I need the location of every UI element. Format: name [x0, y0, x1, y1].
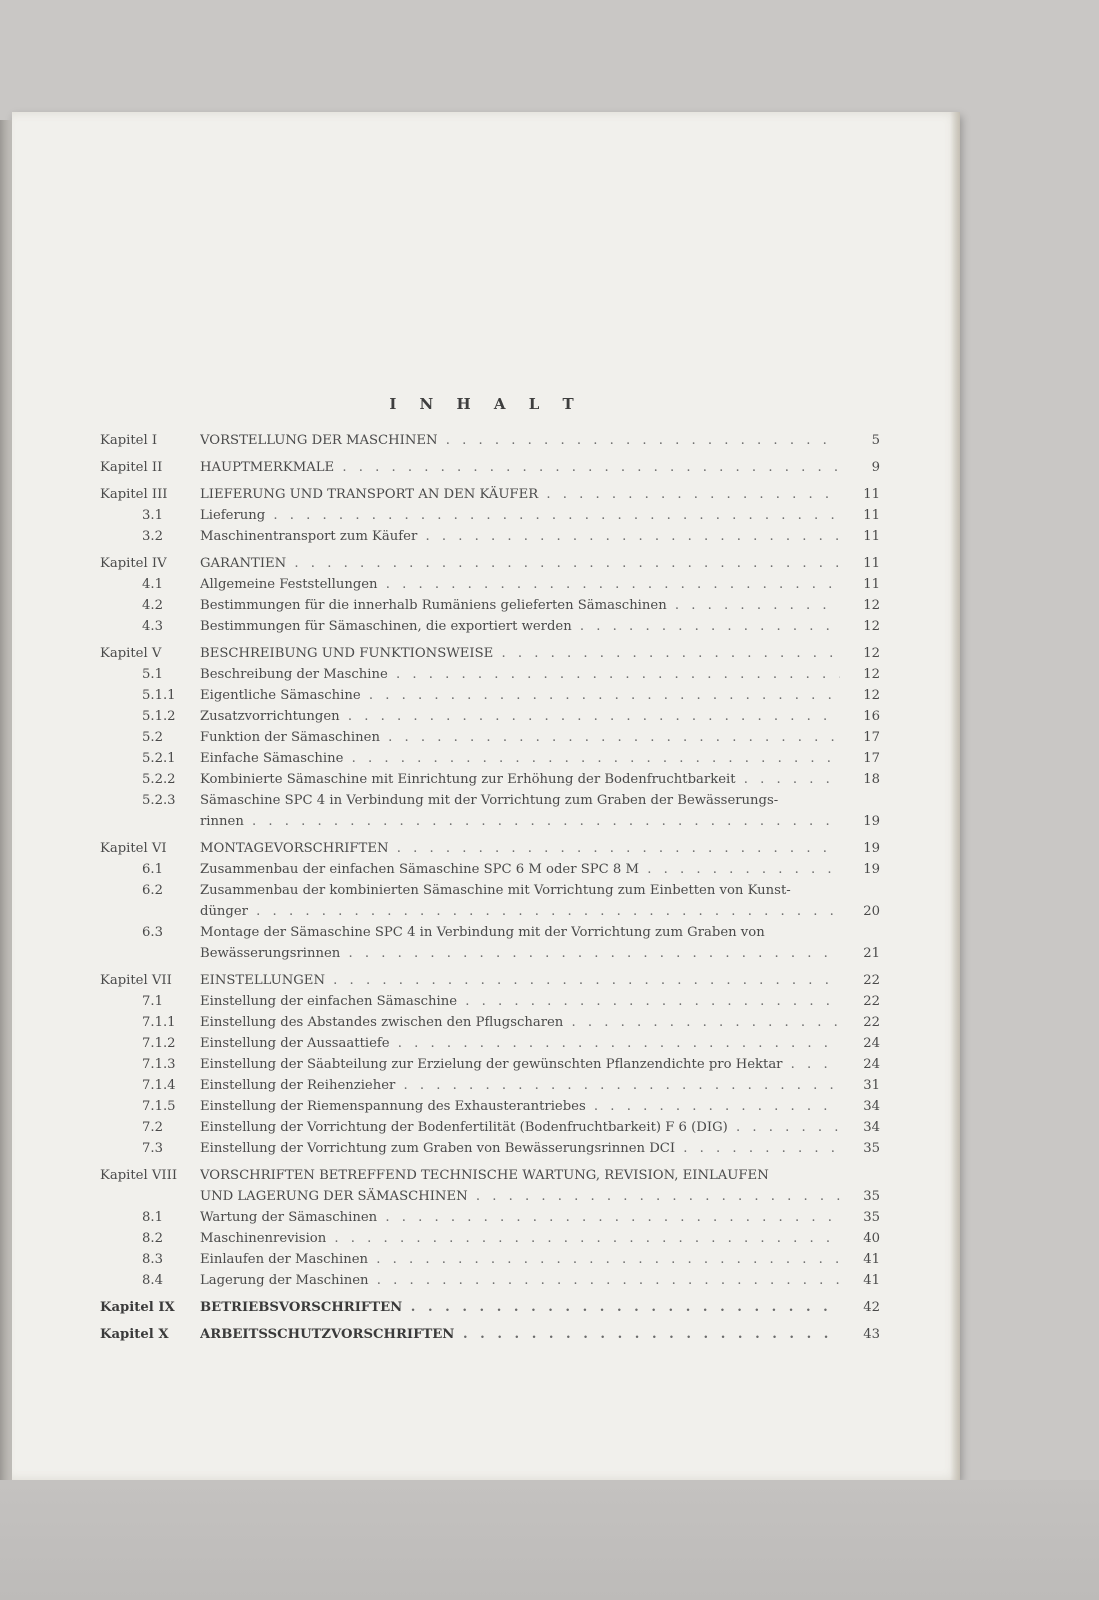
- toc-entry-title: [200, 880, 840, 922]
- toc-entry-number: 6.1: [142, 862, 163, 877]
- toc-entry-page-number: 34: [863, 1120, 880, 1135]
- toc-entry-page-number: 12: [863, 667, 880, 682]
- toc-entry-page-number: 11: [863, 556, 880, 571]
- toc-entry-number: 3.2: [142, 529, 163, 544]
- toc-entry-title: Funktion der Sämaschinen . . .: [200, 727, 840, 748]
- toc-entry-page-number: 22: [863, 994, 880, 1009]
- toc-section-entry: [100, 1033, 880, 1054]
- toc-chapter-entry: [100, 457, 880, 478]
- toc-entry-page-number: 12: [863, 619, 880, 634]
- toc-chapter-entry: [100, 1324, 880, 1345]
- toc-entry-number: Kapitel IX: [100, 1300, 175, 1315]
- background-surface: [0, 1480, 1099, 1600]
- toc-section-entry: [100, 1075, 880, 1096]
- toc-entry-number: 6.2: [142, 883, 163, 898]
- toc-entry-title: ARBEITSSCHUTZVORSCHRIFTEN . . .: [200, 1324, 840, 1345]
- toc-section-entry: [100, 616, 880, 637]
- toc-entry-page-number: 5: [871, 433, 880, 448]
- toc-section-entry: [100, 685, 880, 706]
- toc-entry-title: Einfache Sämaschine . . .: [200, 748, 840, 769]
- toc-entry-number: 3.1: [142, 508, 163, 523]
- toc-entry-title: Einstellung der Riemenspannung des Exhausterantriebes . . .: [200, 1096, 840, 1117]
- toc-section-entry: [100, 1270, 880, 1291]
- toc-entry-title: MONTAGEVORSCHRIFTEN . . .: [200, 838, 840, 859]
- toc-entry-number: 5.2.3: [142, 793, 176, 808]
- toc-entry-title: VORSTELLUNG DER MASCHINEN . . .: [200, 430, 840, 451]
- toc-entry-title: BETRIEBSVORSCHRIFTEN . . .: [200, 1297, 840, 1318]
- toc-section-entry: [100, 880, 880, 922]
- toc-entry-title: Bestimmungen für die innerhalb Rumäniens gelieferten Sämaschinen . . .: [200, 595, 840, 616]
- toc-section-entry: [100, 595, 880, 616]
- toc-entry-title: Einstellung der Vorrichtung der Bodenfertilität (Bodenfruchtbarkeit) F 6 (DIG) . . .: [200, 1117, 840, 1138]
- toc-entry-title: Zusatzvorrichtungen . . .: [200, 706, 840, 727]
- toc-entry-page-number: 12: [863, 688, 880, 703]
- toc-entry-number: 4.2: [142, 598, 163, 613]
- toc-entry-page-number: 12: [863, 646, 880, 661]
- toc-entry-title: Einstellung des Abstandes zwischen den Pflugscharen . . .: [200, 1012, 840, 1033]
- toc-entry-number: Kapitel VIII: [100, 1168, 178, 1183]
- toc-section-entry: [100, 991, 880, 1012]
- toc-section-entry: [100, 526, 880, 547]
- toc-entry-title: Allgemeine Feststellungen . . .: [200, 574, 840, 595]
- toc-entry-page-number: 11: [863, 508, 880, 523]
- toc-chapter-entry: [100, 430, 880, 451]
- toc-entry-title: HAUPTMERKMALE . . .: [200, 457, 840, 478]
- toc-entry-number: 5.2: [142, 730, 163, 745]
- toc-entry-page-number: 17: [863, 751, 880, 766]
- toc-entry-page-number: 20: [863, 904, 880, 919]
- toc-entry-page-number: 19: [863, 814, 880, 829]
- toc-section-entry: [100, 505, 880, 526]
- toc-entry-title: Kombinierte Sämaschine mit Einrichtung zur Erhöhung der Bodenfruchtbarkeit . . .: [200, 769, 840, 790]
- toc-entry-page-number: 11: [863, 487, 880, 502]
- toc-entry-number: Kapitel II: [100, 460, 163, 475]
- toc-entry-page-number: 40: [863, 1231, 880, 1246]
- toc-entry-title: Einstellung der einfachen Sämaschine . . .: [200, 991, 840, 1012]
- toc-section-entry: [100, 1228, 880, 1249]
- toc-entry-number: 7.2: [142, 1120, 163, 1135]
- toc-entry-title: EINSTELLUNGEN . . .: [200, 970, 840, 991]
- toc-entry-page-number: 41: [863, 1273, 880, 1288]
- toc-entry-title: Eigentliche Sämaschine . . .: [200, 685, 840, 706]
- toc-entry-number: Kapitel III: [100, 487, 168, 502]
- toc-entry-page-number: 35: [863, 1141, 880, 1156]
- toc-entry-number: Kapitel V: [100, 646, 162, 661]
- toc-entry-page-number: 22: [863, 1015, 880, 1030]
- toc-entry-title: Bestimmungen für Sämaschinen, die exportiert werden . . .: [200, 616, 840, 637]
- toc-entry-number: 7.1.3: [142, 1057, 176, 1072]
- toc-entry-title: Lagerung der Maschinen . . .: [200, 1270, 840, 1291]
- toc-entry-number: Kapitel VII: [100, 973, 172, 988]
- toc-section-entry: [100, 1138, 880, 1159]
- document-page: [12, 112, 960, 1480]
- toc-entry-title: Wartung der Sämaschinen . . .: [200, 1207, 840, 1228]
- toc-chapter-entry: [100, 1165, 880, 1207]
- toc-entry-page-number: 21: [863, 946, 880, 961]
- toc-entry-number: 5.2.1: [142, 751, 176, 766]
- toc-entry-number: 8.3: [142, 1252, 163, 1267]
- toc-entry-title: Einstellung der Reihenzieher . . .: [200, 1075, 840, 1096]
- toc-entry-page-number: 24: [863, 1036, 880, 1051]
- table-of-contents: [100, 430, 880, 1345]
- toc-entry-number: 5.1.2: [142, 709, 176, 724]
- toc-entry-number: 7.1.4: [142, 1078, 176, 1093]
- toc-entry-title-line1: VORSCHRIFTEN BETREFFEND TECHNISCHE WARTUNG, REVISION, EINLAUFEN: [200, 1168, 769, 1183]
- toc-entry-title: GARANTIEN . . .: [200, 553, 840, 574]
- toc-entry-title-line1: Sämaschine SPC 4 in Verbindung mit der Vorrichtung zum Graben der Bewässerungs-: [200, 793, 779, 808]
- toc-entry-page-number: 19: [863, 862, 880, 877]
- toc-entry-title-line1: Montage der Sämaschine SPC 4 in Verbindung mit der Vorrichtung zum Graben von: [200, 925, 765, 940]
- toc-entry-number: 4.3: [142, 619, 163, 634]
- toc-entry-title: Lieferung . . .: [200, 505, 840, 526]
- toc-entry-title: BESCHREIBUNG UND FUNKTIONSWEISE . . .: [200, 643, 840, 664]
- toc-entry-number: 5.2.2: [142, 772, 176, 787]
- toc-entry-number: 7.1: [142, 994, 163, 1009]
- toc-entry-number: 4.1: [142, 577, 163, 592]
- toc-entry-number: Kapitel VI: [100, 841, 167, 856]
- toc-entry-title: Einlaufen der Maschinen . . .: [200, 1249, 840, 1270]
- toc-chapter-entry: [100, 1297, 880, 1318]
- toc-entry-title: LIEFERUNG UND TRANSPORT AN DEN KÄUFER . . .: [200, 484, 840, 505]
- toc-section-entry: [100, 790, 880, 832]
- toc-entry-page-number: 22: [863, 973, 880, 988]
- toc-section-entry: [100, 664, 880, 685]
- toc-entry-number: 8.4: [142, 1273, 163, 1288]
- toc-section-entry: [100, 1249, 880, 1270]
- toc-section-entry: [100, 859, 880, 880]
- toc-entry-title-line2: UND LAGERUNG DER SÄMASCHINEN . . .: [200, 1186, 840, 1207]
- toc-entry-number: 7.1.1: [142, 1015, 176, 1030]
- toc-entry-title-line1: Zusammenbau der kombinierten Sämaschine mit Vorrichtung zum Einbetten von Kunst-: [200, 883, 791, 898]
- toc-section-entry: [100, 706, 880, 727]
- toc-entry-page-number: 17: [863, 730, 880, 745]
- toc-section-entry: [100, 748, 880, 769]
- toc-chapter-entry: [100, 553, 880, 574]
- toc-entry-title: [200, 790, 840, 832]
- toc-entry-title: Einstellung der Säabteilung zur Erzielung der gewünschten Pflanzendichte pro Hektar . . .: [200, 1054, 840, 1075]
- toc-entry-page-number: 43: [863, 1327, 880, 1342]
- toc-section-entry: [100, 1054, 880, 1075]
- toc-section-entry: [100, 1096, 880, 1117]
- toc-entry-number: 7.3: [142, 1141, 163, 1156]
- toc-entry-page-number: 31: [863, 1078, 880, 1093]
- toc-entry-number: 6.3: [142, 925, 163, 940]
- toc-entry-title: Maschinentransport zum Käufer . . .: [200, 526, 840, 547]
- toc-section-entry: [100, 1117, 880, 1138]
- toc-entry-number: Kapitel IV: [100, 556, 167, 571]
- toc-entry-page-number: 34: [863, 1099, 880, 1114]
- toc-chapter-entry: [100, 484, 880, 505]
- toc-entry-title: Zusammenbau der einfachen Sämaschine SPC 6 M oder SPC 8 M . . .: [200, 859, 840, 880]
- toc-entry-title-line2: dünger . . .: [200, 901, 840, 922]
- page-right-edge: [950, 112, 960, 1480]
- toc-entry-title: Einstellung der Vorrichtung zum Graben von Bewässerungsrinnen DCI . . .: [200, 1138, 840, 1159]
- toc-entry-number: 7.1.2: [142, 1036, 176, 1051]
- toc-section-entry: [100, 922, 880, 964]
- toc-entry-title: [200, 922, 840, 964]
- toc-entry-title: Beschreibung der Maschine . . .: [200, 664, 840, 685]
- toc-chapter-entry: [100, 643, 880, 664]
- toc-entry-title: Maschinenrevision . . .: [200, 1228, 840, 1249]
- toc-entry-page-number: 19: [863, 841, 880, 856]
- toc-entry-page-number: 11: [863, 529, 880, 544]
- toc-chapter-entry: [100, 970, 880, 991]
- toc-entry-page-number: 35: [863, 1210, 880, 1225]
- toc-section-entry: [100, 574, 880, 595]
- toc-entry-page-number: 41: [863, 1252, 880, 1267]
- toc-entry-number: 8.1: [142, 1210, 163, 1225]
- toc-entry-page-number: 11: [863, 577, 880, 592]
- toc-entry-page-number: 42: [863, 1300, 880, 1315]
- toc-entry-page-number: 24: [863, 1057, 880, 1072]
- toc-entry-title-line2: Bewässerungsrinnen . . .: [200, 943, 840, 964]
- toc-entry-number: 8.2: [142, 1231, 163, 1246]
- toc-entry-page-number: 12: [863, 598, 880, 613]
- toc-entry-title: Einstellung der Aussaattiefe . . .: [200, 1033, 840, 1054]
- toc-section-entry: [100, 1207, 880, 1228]
- toc-entry-number: Kapitel I: [100, 433, 158, 448]
- toc-section-entry: [100, 769, 880, 790]
- toc-entry-title-line2: rinnen . . .: [200, 811, 840, 832]
- toc-chapter-entry: [100, 838, 880, 859]
- toc-entry-number: Kapitel X: [100, 1327, 169, 1342]
- toc-entry-number: 7.1.5: [142, 1099, 176, 1114]
- toc-entry-number: 5.1.1: [142, 688, 176, 703]
- toc-entry-page-number: 18: [863, 772, 880, 787]
- toc-entry-page-number: 35: [863, 1189, 880, 1204]
- toc-entry-number: 5.1: [142, 667, 163, 682]
- toc-entry-title: [200, 1165, 840, 1207]
- toc-entry-page-number: 9: [871, 460, 880, 475]
- toc-section-entry: [100, 727, 880, 748]
- toc-title: I N H A L T: [389, 395, 583, 413]
- toc-section-entry: [100, 1012, 880, 1033]
- toc-entry-page-number: 16: [863, 709, 880, 724]
